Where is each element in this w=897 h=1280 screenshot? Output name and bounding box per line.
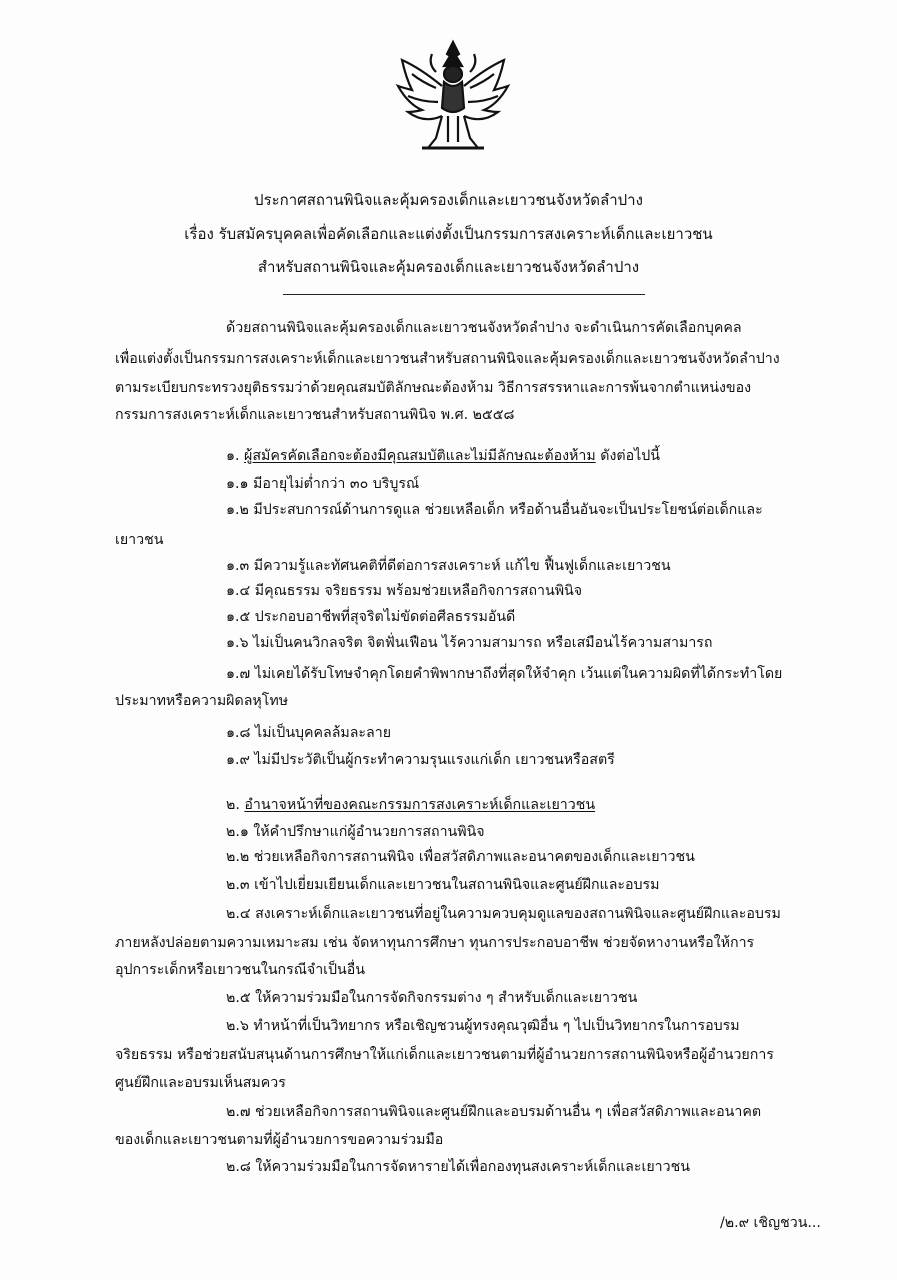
announcement-scope: สำหรับสถานพินิจและคุ้มครองเด็กและเยาวชนจังหวัดลำปาง [257, 258, 640, 276]
list-item: ๑.๔ มีคุณธรรม จริยธรรม พร้อมช่วยเหลือกิจการสถานพินิจ [226, 583, 583, 599]
list-item: ๒.๗ ช่วยเหลือกิจการสถานพินิจและศูนย์ฝึกและอบรมด้านอื่น ๆ เพื่อสวัสดิภาพและอนาคต [226, 1104, 762, 1120]
list-item: ประมาทหรือความผิดลหุโทษ [115, 693, 289, 709]
section-2-title: อำนาจหน้าที่ของคณะกรรมการสงเคราะห์เด็กและเยาวชน [244, 797, 596, 813]
list-item: ๑.๘ ไม่เป็นบุคคลล้มละลาย [226, 725, 392, 741]
list-item: ๒.๘ ให้ความร่วมมือในการจัดหารายได้เพื่อกองทุนสงเคราะห์เด็กและเยาวชน [226, 1159, 690, 1175]
list-item: ๒.๒ ช่วยเหลือกิจการสถานพินิจ เพื่อสวัสดิภาพและอนาคตของเด็กและเยาวชน [226, 849, 695, 865]
list-item: ๒.๔ สงเคราะห์เด็กและเยาวชนที่อยู่ในความควบคุมดูแลของสถานพินิจและศูนย์ฝึกและอบรม [226, 906, 781, 922]
list-item: ๒.๑ ให้คำปรึกษาแก่ผู้อำนวยการสถานพินิจ [226, 824, 485, 840]
section-1-heading [226, 446, 660, 466]
section-2-heading [226, 795, 595, 815]
garuda-emblem-icon [392, 38, 514, 156]
list-item: ๑.๓ มีความรู้และทัศนคติที่ดีต่อการสงเคราะห์ แก้ไข ฟื้นฟูเด็กและเยาวชน [226, 558, 671, 574]
section-1-number: ๑. [226, 448, 240, 464]
list-item: ภายหลังปล่อยตามความเหมาะสม เช่น จัดหาทุนการศึกษา ทุนการประกอบอาชีพ ช่วยจัดหางานหรือให้การ [115, 935, 755, 951]
list-item: ๑.๕ ประกอบอาชีพที่สุจริตไม่ขัดต่อศีลธรรมอันดี [226, 609, 516, 625]
list-item: ๒.๓ เข้าไปเยี่ยมเยียนเด็กและเยาวชนในสถานพินิจและศูนย์ฝึกและอบรม [226, 877, 660, 893]
list-item: อุปการะเด็กหรือเยาวชนในกรณีจำเป็นอื่น [115, 962, 365, 978]
list-item: ศูนย์ฝึกและอบรมเห็นสมควร [115, 1075, 286, 1091]
list-item: ๒.๕ ให้ความร่วมมือในการจัดกิจกรรมต่าง ๆ สำหรับเด็กและเยาวชน [226, 990, 638, 1006]
intro-line-4: กรรมการสงเคราะห์เด็กและเยาวชนสำหรับสถานพินิจ พ.ศ. ๒๕๕๘ [115, 407, 515, 423]
announcement-subject: เรื่อง รับสมัครบุคคลเพื่อคัดเลือกและแต่งตั้งเป็นกรรมการสงเคราะห์เด็กและเยาวชน [184, 225, 713, 243]
list-item: ๑.๗ ไม่เคยได้รับโทษจำคุกโดยคำพิพากษาถึงที่สุดให้จำคุก เว้นแต่ในความผิดที่ได้กระทำโดย [226, 666, 783, 682]
list-item: ๑.๙ ไม่มีประวัติเป็นผู้กระทำความรุนแรงแก่เด็ก เยาวชนหรือสตรี [226, 752, 615, 768]
intro-line-3: ตามระเบียบกระทรวงยุติธรรมว่าด้วยคุณสมบัติลักษณะต้องห้าม วิธีการสรรหาและการพ้นจากตำแหน่งของ [115, 380, 752, 396]
list-item: เยาวชน [115, 532, 164, 548]
list-item: จริยธรรม หรือช่วยสนับสนุนด้านการศึกษาให้แก่เด็กและเยาวชนตามที่ผู้อำนวยการสถานพินิจหรือผู้อำนวยการ [115, 1047, 774, 1063]
list-item: ๑.๖ ไม่เป็นคนวิกลจริต จิตฟั่นเฟือน ไร้ความสามารถ หรือเสมือนไร้ความสามารถ [226, 635, 713, 651]
list-item: ๒.๖ ทำหน้าที่เป็นวิทยากร หรือเชิญชวนผู้ทรงคุณวุฒิอื่น ๆ ไปเป็นวิทยากรในการอบรม [226, 1018, 740, 1034]
title-divider [283, 294, 645, 295]
section-1-suffix: ดังต่อไปนี้ [600, 448, 660, 464]
list-item: ๑.๑ มีอายุไม่ต่ำกว่า ๓๐ บริบูรณ์ [226, 476, 420, 492]
list-item: ของเด็กและเยาวชนตามที่ผู้อำนวยการขอความร่วมมือ [115, 1132, 444, 1148]
list-item: ๑.๒ มีประสบการณ์ด้านการดูแล ช่วยเหลือเด็ก หรือด้านอื่นอันจะเป็นประโยชน์ต่อเด็กและ [226, 502, 763, 518]
intro-line-2: เพื่อแต่งตั้งเป็นกรรมการสงเคราะห์เด็กและเยาวชนสำหรับสถานพินิจและคุ้มครองเด็กและเยาวชนจังหวัดลำปาง [115, 351, 780, 367]
intro-line-1: ด้วยสถานพินิจและคุ้มครองเด็กและเยาวชนจังหวัดลำปาง จะดำเนินการคัดเลือกบุคคล [226, 320, 742, 336]
announcement-title: ประกาศสถานพินิจและคุ้มครองเด็กและเยาวชนจังหวัดลำปาง [254, 191, 643, 209]
section-1-title: ผู้สมัครคัดเลือกจะต้องมีคุณสมบัติและไม่มีลักษณะต้องห้าม [244, 448, 596, 464]
section-2-number: ๒. [226, 797, 240, 813]
page-continuation: /๒.๙ เชิญชวน... [720, 1215, 821, 1231]
